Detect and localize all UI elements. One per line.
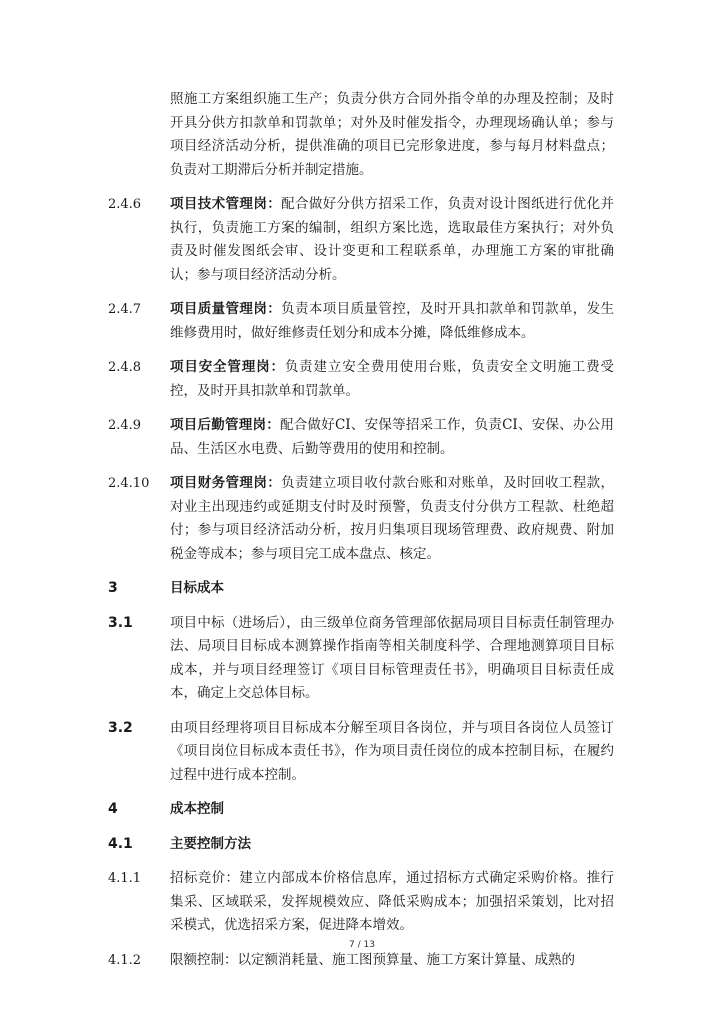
- page-number: 7 / 13: [349, 940, 375, 950]
- role-description: 负责本项目质量管控，及时开具扣款单和罚款单，发生维修费用时，做好维修责任划分和成本分摊，降低维修成本。: [170, 301, 615, 341]
- role-title: 项目财务管理岗：: [170, 475, 282, 491]
- item-4-1-2: [0, 949, 724, 973]
- role-title: 项目安全管理岗：: [170, 359, 285, 375]
- paragraph-continuation: [0, 88, 724, 182]
- role-description: 负责建立项目收付款台账和对账单，及时回收工程款，对业主出现违约或延期支付时及时预警，负责支付分供方工程款、杜绝超付；参与项目经济活动分析，按月归集项目现场管理费、政府规费、附加税金等成本；参与项目完工成本盘点、核定。: [170, 475, 615, 562]
- item-4-1-1: [0, 867, 724, 938]
- section-heading-3: [0, 577, 724, 601]
- item-2-4-7: [0, 298, 724, 345]
- paragraph-text: 招标竞价：建立内部成本价格信息库，通过招标方式确定采购价格。推行集采、区域联采，发挥规模效应、降低采购成本；加强招采策划，比对招采模式，优选招采方案，促进降本增效。: [170, 870, 614, 933]
- item-number: 2.4.10: [108, 476, 150, 491]
- item-number: 4.1.2: [108, 952, 142, 968]
- item-number: 3.2: [108, 719, 133, 736]
- item-number: 2.4.9: [108, 418, 142, 433]
- item-2-4-8: [0, 356, 724, 403]
- section-heading-4: [0, 798, 724, 822]
- role-title: 项目质量管理岗：: [170, 301, 282, 317]
- role-title: 项目技术管理岗：: [170, 196, 282, 212]
- item-number: 2.4.8: [108, 360, 142, 375]
- document-body: [0, 88, 724, 972]
- item-number: 4.1.1: [108, 871, 142, 886]
- item-number: 2.4.7: [108, 302, 142, 317]
- role-description: 配合做好分供方招采工作，负责对设计图纸进行优化并执行，负责施工方案的编制，组织方案比选，选取最佳方案执行；对外负责及时催发图纸会审、设计变更和工程联系单，办理施工方案的审批确认；参与项目经济活动分析。: [170, 196, 615, 283]
- item-number: 3.1: [108, 614, 133, 631]
- paragraph-text: 照施工方案组织施工生产；负责分供方合同外指令单的办理及控制；及时开具分供方扣款单和罚款单；对外及时催发指令，办理现场确认单；参与项目经济活动分析，提供准确的项目已完形象进度，参与每月材料盘点；负责对工期滞后分析并制定措施。: [170, 91, 614, 178]
- item-2-4-6: [0, 193, 724, 287]
- item-2-4-10: [0, 472, 724, 566]
- section-title: 成本控制: [170, 801, 224, 817]
- subsection-number: 4.1: [108, 835, 133, 852]
- paragraph-text: 限额控制：以定额消耗量、施工图预算量、施工方案计算量、成熟的: [170, 951, 575, 968]
- item-number: 2.4.6: [108, 197, 142, 212]
- paragraph-text: 由项目经理将项目目标成本分解至项目各岗位，并与项目各岗位人员签订《项目岗位目标成本责任书》，作为项目责任岗位的成本控制目标，在履约过程中进行成本控制。: [170, 719, 614, 783]
- paragraph-text: 项目中标（进场后），由三级单位商务管理部依据局项目目标责任制管理办法、局项目目标成本测算操作指南等相关制度科学、合理地测算项目目标成本，并与项目经理签订《项目目标管理责任书》，明确项目目标责任成本，确定上交总体目标。: [170, 614, 614, 701]
- role-description: 配合做好CI、安保等招采工作，负责CI、安保、办公用品、生活区水电费、后勤等费用的使用和控制。: [170, 417, 615, 457]
- section-number: 3: [108, 580, 118, 596]
- subsection-heading-4-1: [0, 833, 724, 857]
- role-description: 负责建立安全费用使用台账，负责安全文明施工费受控，及时开具扣款单和罚款单。: [170, 359, 615, 399]
- item-2-4-9: [0, 414, 724, 461]
- item-3-2: [0, 717, 724, 788]
- section-number: 4: [108, 801, 118, 817]
- subsection-title: 主要控制方法: [170, 835, 251, 852]
- item-3-1: [0, 612, 724, 706]
- section-title: 目标成本: [170, 580, 224, 596]
- role-title: 项目后勤管理岗：: [170, 417, 280, 433]
